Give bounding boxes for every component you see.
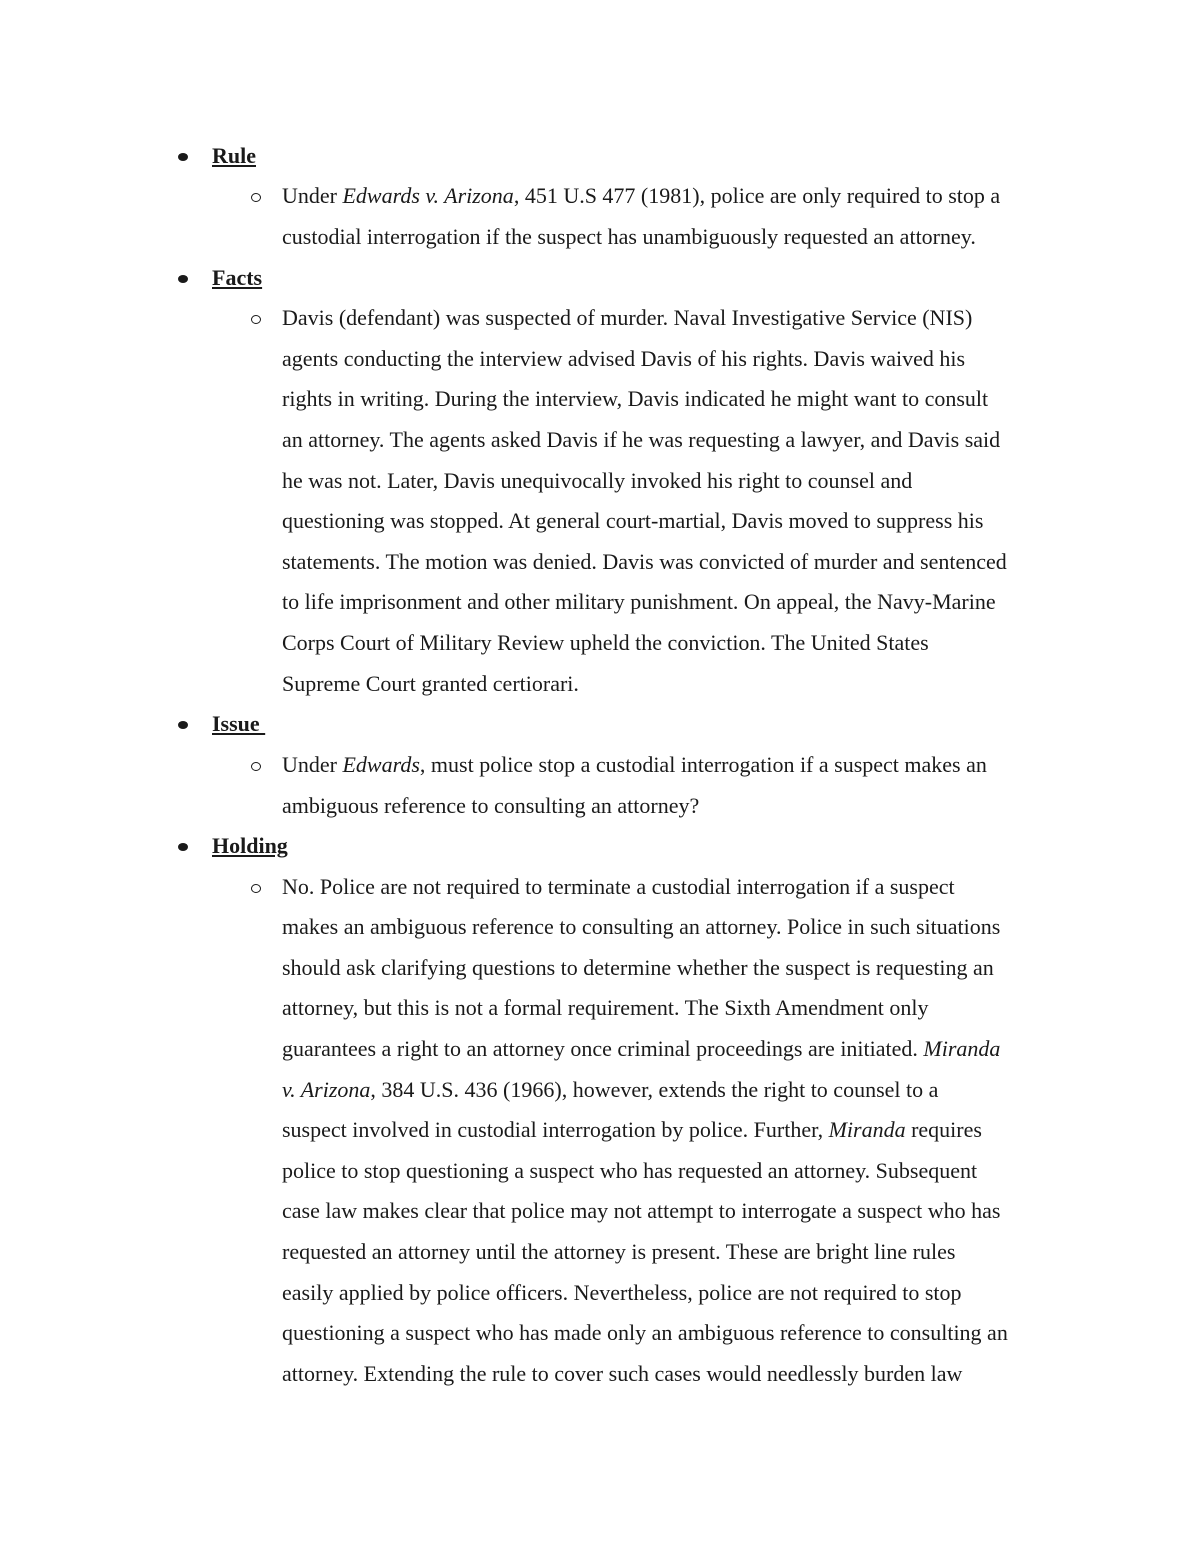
holding-line-5: guarantees a right to an attorney once criminal proceedings are initiated. Miranda bbox=[282, 1036, 1001, 1061]
bullet-dot bbox=[178, 275, 188, 283]
holding-line-1: No. Police are not required to terminate a custodial interrogation if a suspect bbox=[282, 874, 955, 899]
holding-line-3: should ask clarifying questions to determine whether the suspect is requesting an bbox=[282, 955, 994, 980]
holding-line-9: case law makes clear that police may not attempt to interrogate a suspect who has bbox=[282, 1198, 1001, 1223]
sub-bullet-circle bbox=[251, 315, 261, 324]
holding-line-6: v. Arizona, 384 U.S. 436 (1966), however, extends the right to counsel to a bbox=[282, 1077, 939, 1102]
rule-line-1: Under Edwards v. Arizona, 451 U.S 477 (1981), police are only required to stop a bbox=[282, 183, 1001, 208]
heading-issue: Issue bbox=[212, 711, 266, 736]
bullet-dot bbox=[178, 843, 188, 851]
issue-line-1: Under Edwards, must police stop a custodial interrogation if a suspect makes an bbox=[282, 752, 987, 777]
holding-line-13: attorney. Extending the rule to cover such cases would needlessly burden law bbox=[282, 1361, 963, 1386]
holding-line-7: suspect involved in custodial interrogation by police. Further, Miranda requires bbox=[282, 1117, 982, 1142]
facts-line-1: Davis (defendant) was suspected of murder. Naval Investigative Service (NIS) bbox=[282, 305, 973, 330]
holding-line-10: requested an attorney until the attorney is present. These are bright line rules bbox=[282, 1239, 956, 1264]
sub-bullet-circle bbox=[251, 193, 261, 202]
bullet-dot bbox=[178, 153, 188, 161]
holding-line-11: easily applied by police officers. Nevertheless, police are not required to stop bbox=[282, 1280, 962, 1305]
facts-line-5: he was not. Later, Davis unequivocally invoked his right to counsel and bbox=[282, 468, 913, 493]
facts-line-9: Corps Court of Military Review upheld the conviction. The United States bbox=[282, 630, 929, 655]
issue-line-2: ambiguous reference to consulting an attorney? bbox=[282, 793, 700, 818]
facts-line-3: rights in writing. During the interview, Davis indicated he might want to consult bbox=[282, 386, 989, 411]
bullet-dot bbox=[178, 721, 188, 729]
heading-facts: Facts bbox=[212, 265, 263, 290]
heading-rule: Rule bbox=[212, 143, 256, 168]
facts-line-7: statements. The motion was denied. Davis was convicted of murder and sentenced bbox=[282, 549, 1007, 574]
facts-line-10: Supreme Court granted certiorari. bbox=[282, 671, 579, 696]
sub-bullet-circle bbox=[251, 884, 261, 893]
facts-line-6: questioning was stopped. At general court-martial, Davis moved to suppress his bbox=[282, 508, 984, 533]
holding-line-12: questioning a suspect who has made only an ambiguous reference to consulting an bbox=[282, 1320, 1008, 1345]
rule-line-2: custodial interrogation if the suspect has unambiguously requested an attorney. bbox=[282, 224, 976, 249]
facts-line-4: an attorney. The agents asked Davis if he was requesting a lawyer, and Davis said bbox=[282, 427, 1001, 452]
holding-line-2: makes an ambiguous reference to consulting an attorney. Police in such situations bbox=[282, 914, 1001, 939]
holding-line-4: attorney, but this is not a formal requirement. The Sixth Amendment only bbox=[282, 995, 929, 1020]
facts-line-2: agents conducting the interview advised Davis of his rights. Davis waived his bbox=[282, 346, 966, 371]
sub-bullet-circle bbox=[251, 762, 261, 771]
facts-line-8: to life imprisonment and other military punishment. On appeal, the Navy-Marine bbox=[282, 589, 996, 614]
holding-line-8: police to stop questioning a suspect who has requested an attorney. Subsequent bbox=[282, 1158, 978, 1183]
heading-holding: Holding bbox=[212, 833, 288, 858]
